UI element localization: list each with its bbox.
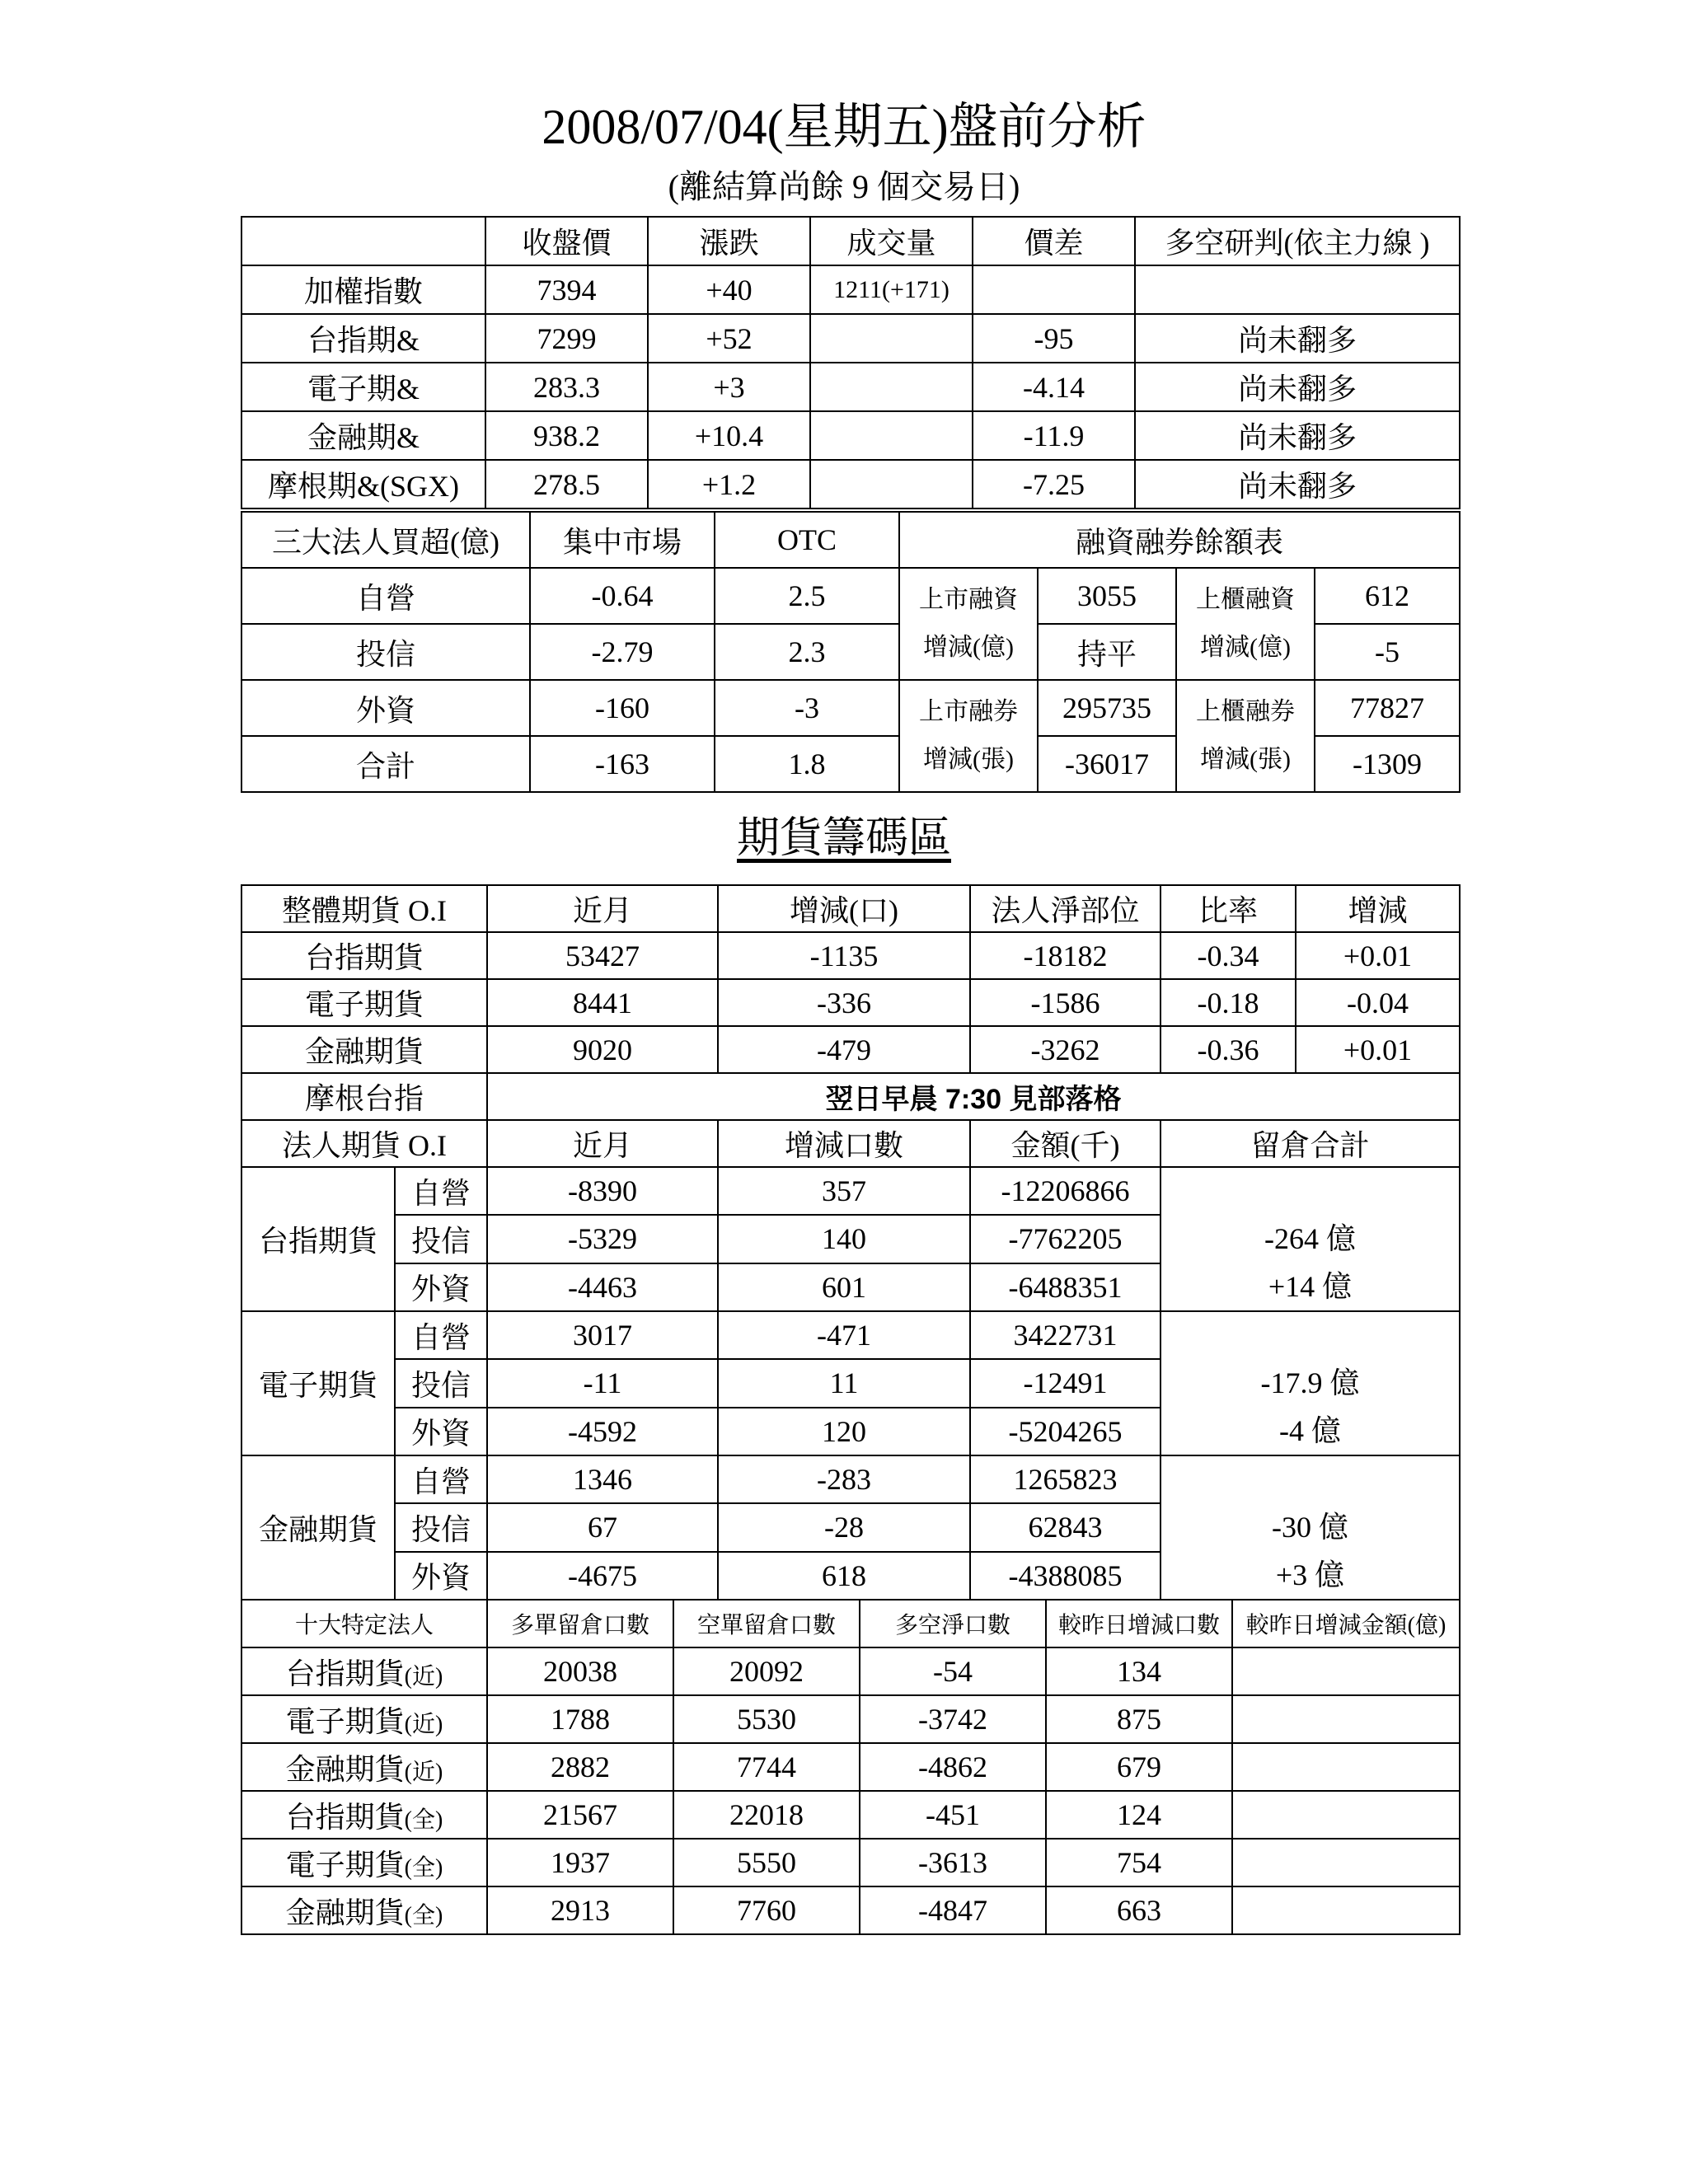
table-cell (1232, 1791, 1460, 1839)
table-cell: -0.34 (1160, 932, 1296, 979)
table-header-row (241, 1600, 1460, 1647)
table-cell: -5204265 (970, 1408, 1160, 1455)
table-cell: +0.01 (1296, 932, 1460, 979)
table-cell (810, 314, 973, 363)
table-cell: 67 (487, 1503, 718, 1551)
listed-short-label (899, 680, 1038, 792)
table-cell: 357 (718, 1167, 970, 1215)
table-cell: -0.18 (1160, 979, 1296, 1026)
table-cell: -1309 (1315, 736, 1460, 792)
table-cell: 摩根期&(SGX) (241, 460, 485, 509)
table-cell: 875 (1046, 1695, 1232, 1743)
table-row (241, 1647, 1460, 1695)
table-cell: -95 (973, 314, 1135, 363)
table-cell: 7760 (673, 1886, 860, 1934)
table-cell: 2882 (487, 1743, 673, 1791)
total-line: +14 億 (1268, 1270, 1353, 1303)
table-cell (810, 411, 973, 460)
table-cell (1232, 1743, 1460, 1791)
table-row (241, 1791, 1460, 1839)
table-cell: -0.36 (1160, 1026, 1296, 1073)
table-cell (241, 1791, 487, 1839)
table-cell: 9020 (487, 1026, 718, 1073)
table-row (241, 1886, 1460, 1934)
group-total (1160, 1311, 1460, 1455)
margin-table-title: 融資融券餘額表 (899, 512, 1460, 568)
table-row (241, 1026, 1460, 1073)
header-cell: 多空淨口數 (860, 1600, 1046, 1647)
table-row (241, 979, 1460, 1026)
table-cell: 278.5 (485, 460, 648, 509)
table-cell: 自營 (395, 1455, 487, 1503)
table-cell (1135, 265, 1460, 314)
table-cell: -5 (1315, 624, 1460, 680)
table-cell: -1586 (970, 979, 1160, 1026)
table-cell: 2913 (487, 1886, 673, 1934)
table-cell: 自營 (241, 568, 530, 624)
table-cell: -11.9 (973, 411, 1135, 460)
table-cell: -1135 (718, 932, 970, 979)
futures-oi-table (241, 884, 1461, 1601)
table-cell: 自營 (395, 1311, 487, 1359)
header-cell: 法人淨部位 (970, 885, 1160, 932)
morgan-note: 翌日早晨 7:30 見部落格 (487, 1073, 1460, 1120)
table-cell: 台指期& (241, 314, 485, 363)
table-cell: -28 (718, 1503, 970, 1551)
label-line: 上櫃融券 (1196, 698, 1295, 725)
label-line: 增減(億) (1200, 634, 1291, 661)
table-cell: 電子期貨 (241, 979, 487, 1026)
header-cell: 三大法人買超(億) (241, 512, 530, 568)
table-cell (1232, 1695, 1460, 1743)
table-cell: 加權指數 (241, 265, 485, 314)
table-cell: -5329 (487, 1215, 718, 1263)
table-cell (241, 1647, 487, 1695)
table-cell: 134 (1046, 1647, 1232, 1695)
table-cell: 投信 (241, 624, 530, 680)
table-cell: -3 (715, 680, 899, 736)
table-cell: 283.3 (485, 363, 648, 411)
row-suffix: (近) (404, 1759, 443, 1785)
table-cell: 938.2 (485, 411, 648, 460)
table-cell: 1346 (487, 1455, 718, 1503)
row-suffix: (全) (404, 1807, 443, 1833)
table-cell: 124 (1046, 1791, 1232, 1839)
section-title: 期貨籌碼區 (736, 815, 951, 862)
header-cell: 多空研判(依主力線 ) (1135, 217, 1460, 265)
row-suffix: (全) (404, 1902, 443, 1929)
table-row (241, 1839, 1460, 1886)
table-row (241, 680, 1460, 736)
row-name: 台指期貨 (285, 1657, 405, 1690)
table-cell: 外資 (395, 1408, 487, 1455)
table-row (241, 1695, 1460, 1743)
table-cell (973, 265, 1135, 314)
table-cell: 電子期& (241, 363, 485, 411)
table-cell: 8441 (487, 979, 718, 1026)
table-cell: 尚未翻多 (1135, 460, 1460, 509)
table-cell: 1211(+171) (810, 265, 973, 314)
table-cell: -2.79 (530, 624, 715, 680)
table-cell: 1788 (487, 1695, 673, 1743)
table-row (241, 363, 1460, 411)
table-row (241, 314, 1460, 363)
table-cell: -12206866 (970, 1167, 1160, 1215)
header-cell: 增減(口) (718, 885, 970, 932)
table-cell: 53427 (487, 932, 718, 979)
table-cell: 5550 (673, 1839, 860, 1886)
table-cell: -4675 (487, 1552, 718, 1600)
table-cell: -7.25 (973, 460, 1135, 509)
table-row (241, 460, 1460, 509)
table-cell: 合計 (241, 736, 530, 792)
table-cell: 140 (718, 1215, 970, 1263)
row-name: 電子期貨 (285, 1848, 405, 1882)
table-cell: -451 (860, 1791, 1046, 1839)
table-cell: 1.8 (715, 736, 899, 792)
group-name: 電子期貨 (241, 1311, 395, 1455)
header-cell: 集中市場 (530, 512, 715, 568)
group-total (1160, 1167, 1460, 1311)
header-cell: 增減 (1296, 885, 1460, 932)
table-cell: 3017 (487, 1311, 718, 1359)
table-cell: -0.04 (1296, 979, 1460, 1026)
table-row (241, 1455, 1460, 1503)
table-cell (241, 1886, 487, 1934)
table-cell: 7744 (673, 1743, 860, 1791)
otc-short-label (1176, 680, 1315, 792)
table-cell (1232, 1886, 1460, 1934)
table-header-row (241, 885, 1460, 932)
table-cell: -8390 (487, 1167, 718, 1215)
table-cell: 62843 (970, 1503, 1160, 1551)
table-cell: 21567 (487, 1791, 673, 1839)
table-cell: -3613 (860, 1839, 1046, 1886)
row-suffix: (全) (404, 1854, 443, 1881)
table-cell: 663 (1046, 1886, 1232, 1934)
table-cell: 3055 (1038, 568, 1176, 624)
morgan-label: 摩根台指 (241, 1073, 487, 1120)
table-row (241, 1073, 1460, 1120)
table-cell: -11 (487, 1359, 718, 1407)
table-cell: 612 (1315, 568, 1460, 624)
table-cell: 金融期貨 (241, 1026, 487, 1073)
otc-margin-label (1176, 568, 1315, 680)
total-line: -4 億 (1279, 1414, 1341, 1447)
header-cell (241, 217, 485, 265)
table-cell: -6488351 (970, 1263, 1160, 1311)
table-cell: +40 (648, 265, 810, 314)
table-row (241, 411, 1460, 460)
header-cell: 多單留倉口數 (487, 1600, 673, 1647)
header-cell: 留倉合計 (1160, 1120, 1460, 1167)
table-cell: 投信 (395, 1359, 487, 1407)
label-line: 增減(張) (923, 746, 1014, 773)
table-row (241, 1311, 1460, 1359)
table-cell: -4388085 (970, 1552, 1160, 1600)
table-header-row (241, 1120, 1460, 1167)
total-line: -30 億 (1272, 1511, 1348, 1544)
table-cell: 自營 (395, 1167, 487, 1215)
table-cell: 1937 (487, 1839, 673, 1886)
table-cell: 3422731 (970, 1311, 1160, 1359)
table-row (241, 932, 1460, 979)
header-cell: 成交量 (810, 217, 973, 265)
header-cell: 法人期貨 O.I (241, 1120, 487, 1167)
row-name: 金融期貨 (285, 1752, 405, 1786)
table-cell: 外資 (395, 1552, 487, 1600)
table-cell: 5530 (673, 1695, 860, 1743)
label-line: 上市融券 (919, 698, 1018, 725)
group-name: 台指期貨 (241, 1167, 395, 1311)
header-cell: 收盤價 (485, 217, 648, 265)
table-cell: 20038 (487, 1647, 673, 1695)
header-cell: 空單留倉口數 (673, 1600, 860, 1647)
total-line: +3 億 (1275, 1558, 1345, 1591)
table-cell: 754 (1046, 1839, 1232, 1886)
table-cell: +0.01 (1296, 1026, 1460, 1073)
table-cell: 7299 (485, 314, 648, 363)
header-cell: 漲跌 (648, 217, 810, 265)
table-row (241, 1743, 1460, 1791)
table-cell (241, 1839, 487, 1886)
table-cell: 外資 (241, 680, 530, 736)
group-name: 金融期貨 (241, 1455, 395, 1600)
table-cell: 金融期& (241, 411, 485, 460)
table-cell (241, 1695, 487, 1743)
row-suffix: (近) (404, 1711, 443, 1737)
table-cell: 2.5 (715, 568, 899, 624)
header-cell: 價差 (973, 217, 1135, 265)
listed-margin-label (899, 568, 1038, 680)
table-cell (810, 460, 973, 509)
table-row (241, 568, 1460, 624)
table-cell: +1.2 (648, 460, 810, 509)
header-cell: 比率 (1160, 885, 1296, 932)
table-cell: -163 (530, 736, 715, 792)
table-cell: +10.4 (648, 411, 810, 460)
header-cell: 較昨日增減口數 (1046, 1600, 1232, 1647)
label-line: 上市融資 (919, 586, 1018, 613)
table-cell: -4.14 (973, 363, 1135, 411)
table-cell: -479 (718, 1026, 970, 1073)
table-cell: -160 (530, 680, 715, 736)
group-total (1160, 1455, 1460, 1600)
header-cell: OTC (715, 512, 899, 568)
table-cell: -12491 (970, 1359, 1160, 1407)
table-cell: 2.3 (715, 624, 899, 680)
table-cell: -4862 (860, 1743, 1046, 1791)
table-cell: -4592 (487, 1408, 718, 1455)
table-cell: 7394 (485, 265, 648, 314)
table-cell: -336 (718, 979, 970, 1026)
table-cell: 尚未翻多 (1135, 363, 1460, 411)
table-cell: 尚未翻多 (1135, 411, 1460, 460)
top-ten-table (241, 1599, 1461, 1935)
header-cell: 增減口數 (718, 1120, 970, 1167)
table-cell: 295735 (1038, 680, 1176, 736)
table-cell (1232, 1647, 1460, 1695)
label-line: 增減(億) (923, 634, 1014, 661)
header-cell: 近月 (487, 885, 718, 932)
table-cell: -18182 (970, 932, 1160, 979)
table-cell: 120 (718, 1408, 970, 1455)
table-cell: -283 (718, 1455, 970, 1503)
row-name: 電子期貨 (285, 1704, 405, 1738)
label-line: 增減(張) (1200, 746, 1291, 773)
table-cell: -7762205 (970, 1215, 1160, 1263)
header-cell: 近月 (487, 1120, 718, 1167)
table-cell: 22018 (673, 1791, 860, 1839)
table-cell: +3 (648, 363, 810, 411)
header-cell: 十大特定法人 (241, 1600, 487, 1647)
table-cell: -3262 (970, 1026, 1160, 1073)
header-cell: 金額(千) (970, 1120, 1160, 1167)
table-cell: -36017 (1038, 736, 1176, 792)
table-cell: 11 (718, 1359, 970, 1407)
table-cell: -471 (718, 1311, 970, 1359)
total-line: -17.9 億 (1260, 1366, 1360, 1399)
table-cell: +52 (648, 314, 810, 363)
page-title: 2008/07/04(星期五)盤前分析 (542, 100, 1146, 154)
header-cell: 整體期貨 O.I (241, 885, 487, 932)
institutional-table (241, 511, 1461, 793)
table-header-row (241, 512, 1460, 568)
table-cell: 601 (718, 1263, 970, 1311)
table-cell: 尚未翻多 (1135, 314, 1460, 363)
table-row (241, 265, 1460, 314)
table-cell: -3742 (860, 1695, 1046, 1743)
row-name: 金融期貨 (285, 1896, 405, 1929)
table-cell: -4463 (487, 1263, 718, 1311)
market-summary-table (241, 216, 1461, 509)
table-cell: -0.64 (530, 568, 715, 624)
header-cell: 較昨日增減金額(億) (1232, 1600, 1460, 1647)
table-header-row (241, 217, 1460, 265)
row-suffix: (近) (404, 1663, 443, 1690)
table-cell: 外資 (395, 1263, 487, 1311)
table-cell: -4847 (860, 1886, 1046, 1934)
table-cell: 投信 (395, 1215, 487, 1263)
table-cell: 台指期貨 (241, 932, 487, 979)
total-line: -264 億 (1264, 1222, 1356, 1255)
table-cell: 持平 (1038, 624, 1176, 680)
table-cell: 618 (718, 1552, 970, 1600)
table-cell: 77827 (1315, 680, 1460, 736)
label-line: 上櫃融資 (1196, 586, 1295, 613)
table-cell: 20092 (673, 1647, 860, 1695)
table-cell: -54 (860, 1647, 1046, 1695)
table-cell (241, 1743, 487, 1791)
table-row (241, 1167, 1460, 1215)
table-cell: 679 (1046, 1743, 1232, 1791)
row-name: 台指期貨 (285, 1800, 405, 1834)
table-cell: 投信 (395, 1503, 487, 1551)
table-cell: 1265823 (970, 1455, 1160, 1503)
table-cell (1232, 1839, 1460, 1886)
page-subtitle: (離結算尚餘 9 個交易日) (668, 168, 1020, 205)
table-cell (810, 363, 973, 411)
